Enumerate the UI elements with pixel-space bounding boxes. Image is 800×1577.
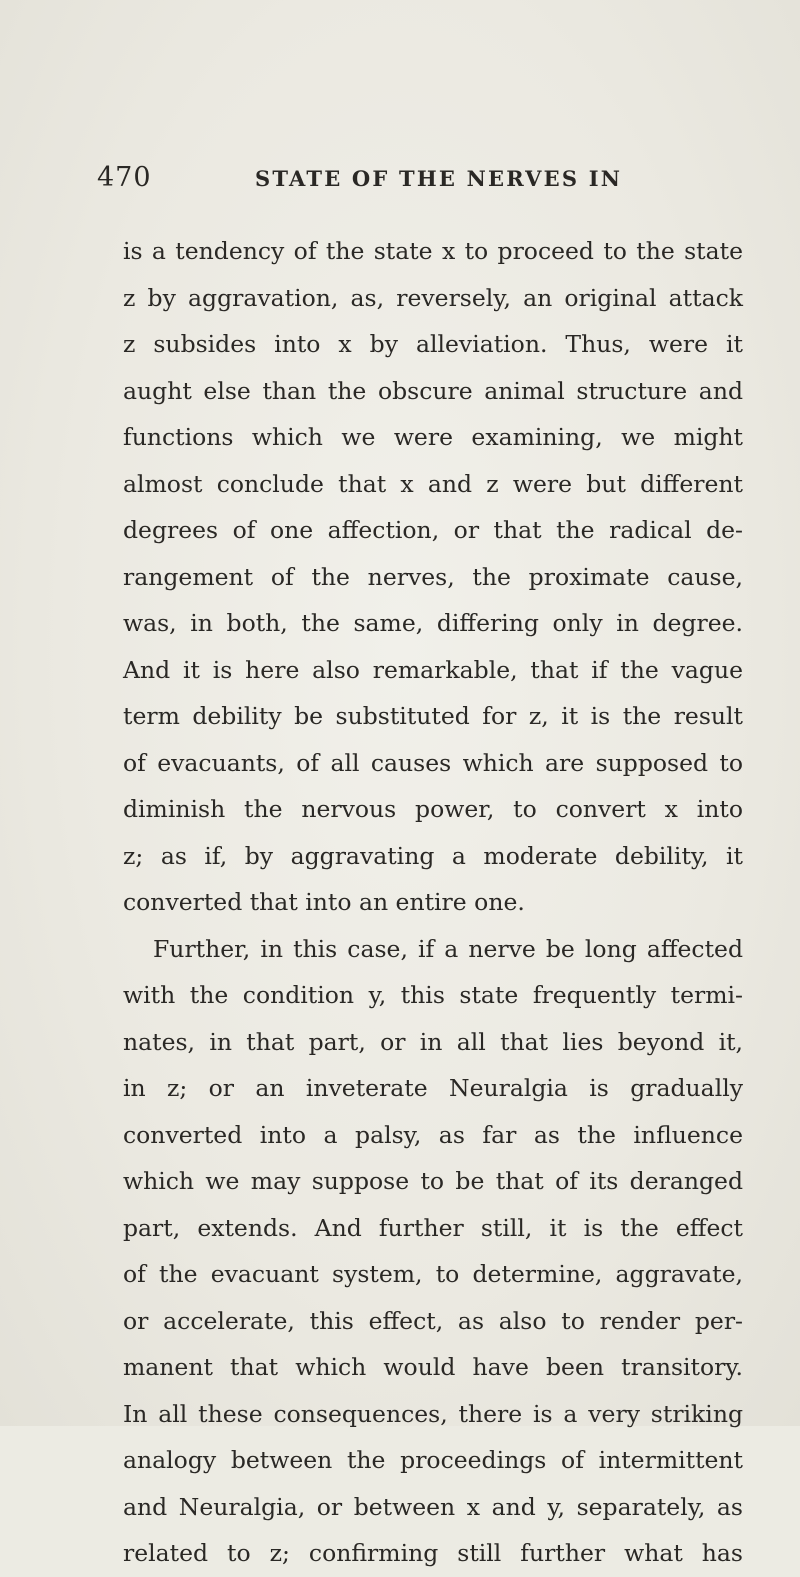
text-line: of evacuants, of all causes which are supposed to	[123, 748, 743, 777]
page-number: 470	[97, 162, 152, 193]
running-head: STATE OF THE NERVES IN	[255, 166, 623, 191]
text-line: nates, in that part, or in all that lies beyond it,	[123, 1027, 743, 1056]
text-line: degrees of one affection, or that the radical de-	[123, 516, 743, 544]
text-line: converted that into an entire one.	[123, 888, 525, 916]
text-line: functions which we were examining, we might	[123, 423, 743, 451]
text-line: aught else than the obscure animal structure and	[123, 376, 743, 405]
body-text	[123, 228, 743, 1577]
text-line: manent that which would have been transitory.	[123, 1353, 743, 1381]
text-line: And it is here also remarkable, that if the vague	[123, 655, 743, 684]
text-line: which we may suppose to be that of its deranged	[123, 1167, 743, 1195]
text-line: and Neuralgia, or between x and y, separately, as	[123, 1492, 743, 1521]
text-line: converted into a palsy, as far as the influence	[123, 1120, 743, 1149]
text-line: Further, in this case, if a nerve be long affected	[153, 934, 743, 963]
text-line: In all these consequences, there is a very striking	[123, 1399, 743, 1428]
text-line: z; as if, by aggravating a moderate debility, it	[123, 841, 743, 870]
text-line: was, in both, the same, differing only in degree.	[123, 609, 743, 637]
text-line: z by aggravation, as, reversely, an original attack	[123, 283, 743, 312]
text-line: related to z; confirming still further what has	[123, 1539, 743, 1567]
text-line: rangement of the nerves, the proximate cause,	[123, 562, 743, 591]
text-line: part, extends. And further still, it is the effect	[123, 1213, 743, 1242]
text-line: analogy between the proceedings of intermittent	[123, 1446, 743, 1474]
text-line: term debility be substituted for z, it is the result	[123, 702, 743, 730]
text-line: or accelerate, this effect, as also to render per-	[123, 1306, 743, 1335]
text-line: is a tendency of the state x to proceed to the state	[123, 237, 743, 265]
text-line: z subsides into x by alleviation. Thus, were it	[123, 330, 743, 358]
text-line: with the condition y, this state frequently termi-	[123, 981, 743, 1009]
text-line: almost conclude that x and z were but different	[123, 469, 743, 498]
text-line: diminish the nervous power, to convert x into	[123, 795, 743, 823]
text-line: in z; or an inveterate Neuralgia is gradually	[123, 1074, 743, 1102]
text-line: of the evacuant system, to determine, aggravate,	[123, 1260, 743, 1288]
page-header	[97, 162, 737, 202]
